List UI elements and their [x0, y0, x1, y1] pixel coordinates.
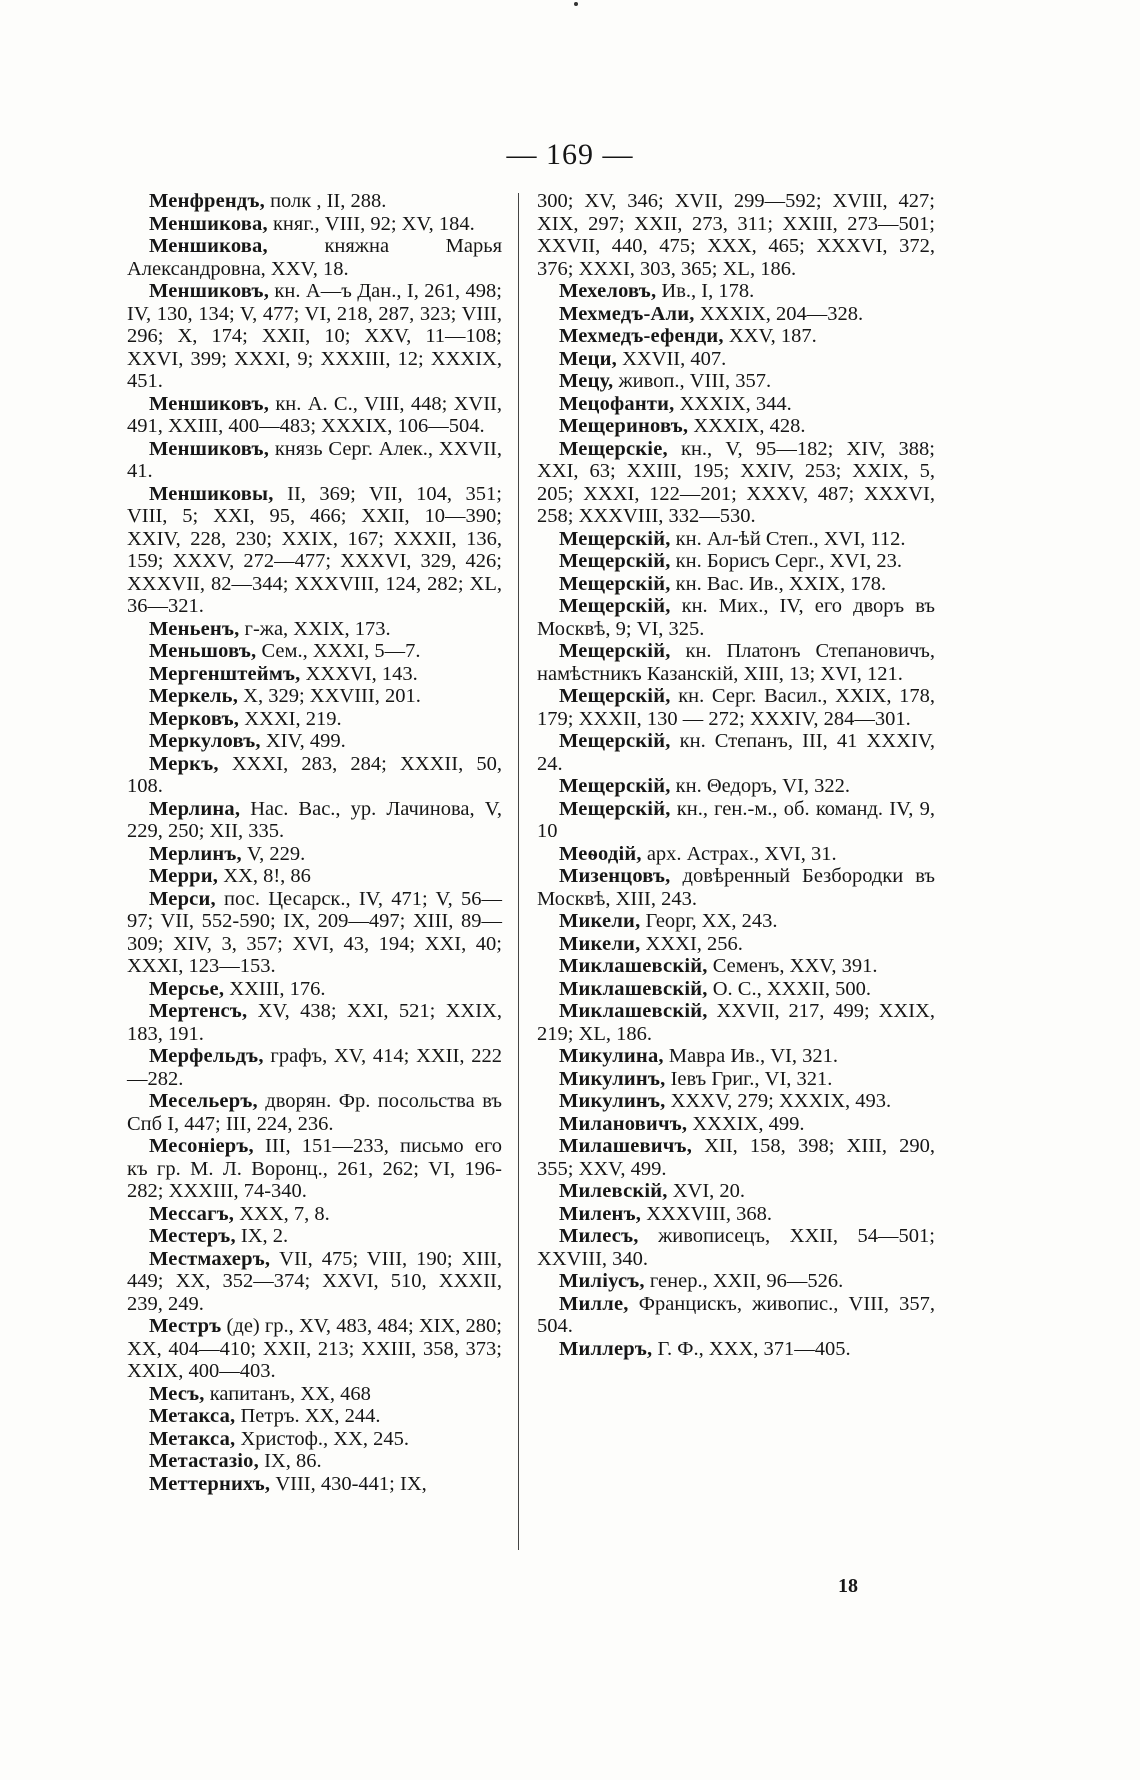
entry-references: XX, 8!, 86 — [218, 865, 311, 887]
entry-references: арх. Астрах., XVI, 31. — [641, 842, 837, 865]
entry-references: кн. Серг. Васил., XXIX, 178, 179; XXXII, 130 — 272; XXXIV, 284—301. — [537, 685, 935, 730]
entry-references: Іевъ Григ., VI, 321. — [665, 1067, 833, 1090]
index-entry — [127, 640, 502, 663]
entry-headword: Мецу, — [559, 370, 614, 392]
entry-references: кн., V, 95—182; XIV, 388; XXI, 63; XXIII, 195; XXIV, 253; XXIX, 5, 205; XXXI, 122—201; XXXV, 487; XXXVI, 258; XXXVIII, 332—530. — [537, 437, 935, 527]
entry-references: Петръ. XX, 244. — [235, 1405, 381, 1427]
entry-headword: Меѳодій, — [559, 842, 642, 865]
index-entry — [537, 303, 935, 326]
entry-references: кн. Вас. Ив., XXIX, 178. — [670, 572, 887, 595]
index-entry — [537, 573, 935, 596]
index-entry — [127, 798, 502, 843]
entry-headword: Мерси, — [149, 887, 216, 910]
index-entry — [537, 280, 935, 303]
index-entry — [537, 1225, 935, 1270]
entry-references: Ив., I, 178. — [656, 280, 755, 302]
index-entry — [127, 235, 502, 280]
entry-references: V, 229. — [241, 842, 306, 865]
column-divider — [518, 193, 519, 1550]
entry-headword: Месельеръ, — [149, 1090, 258, 1112]
entry-references: кн. А. С., VIII, 448; XVII, 491, XXIII, 400—483; XXXIX, 106—504. — [127, 392, 502, 437]
entry-headword: Мертенсъ, — [149, 1000, 248, 1022]
entry-references: довѣренный Безбородки въ Москвѣ, XIII, 243. — [537, 865, 935, 910]
entry-headword: Местръ — [149, 1315, 222, 1337]
entry-references: XXXIX, 499. — [687, 1112, 805, 1135]
entry-headword: Мещерскій, — [559, 640, 671, 662]
entry-references: XVI, 20. — [667, 1180, 746, 1202]
entry-headword: Меци, — [559, 347, 617, 370]
entry-headword: Милевскій, — [559, 1180, 668, 1202]
entry-references: кн. Θедоръ, VI, 322. — [670, 775, 851, 797]
entry-headword: Мерсье, — [149, 977, 225, 1000]
entry-references: О. С., XXXII, 500. — [707, 977, 872, 1000]
index-entry — [127, 663, 502, 686]
index-entry — [127, 843, 502, 866]
index-entry — [127, 1225, 502, 1248]
entry-references: капитанъ, XX, 468 — [204, 1382, 371, 1405]
entry-headword: Меньенъ, — [149, 617, 240, 640]
entry-references: XXXI, 219. — [239, 707, 342, 730]
entry-headword: Меншикова, — [149, 235, 268, 257]
index-entry — [537, 1113, 935, 1136]
entry-references: XXXI, 283, 284; XXXII, 50, 108. — [127, 752, 502, 797]
entry-headword: Метастазіо, — [149, 1450, 259, 1472]
entry-headword: Метакса, — [149, 1405, 236, 1427]
index-entry — [127, 708, 502, 731]
entry-references: XXXIX, 428. — [688, 415, 806, 437]
entry-references: XIV, 499. — [260, 730, 346, 752]
entry-references: (де) гр., XV, 483, 484; XIX, 280; XX, 404—410; XXII, 213; XXIII, 358, 373; XXIX, 400—403. — [127, 1315, 502, 1382]
index-entry — [127, 1450, 502, 1473]
entry-references: XXXV, 279; XXXIX, 493. — [665, 1090, 892, 1112]
entry-references: XXXIX, 344. — [674, 392, 792, 415]
entry-references: Христоф., XX, 245. — [235, 1427, 409, 1450]
entry-headword: Меншиковы, — [149, 482, 274, 505]
entry-headword: Мещерскій, — [559, 550, 671, 572]
index-entry — [537, 775, 935, 798]
entry-headword: Миліусъ, — [559, 1270, 645, 1292]
entry-references: XXIII, 176. — [224, 977, 326, 1000]
index-entry — [127, 1315, 502, 1383]
entry-headword: Мерлина, — [149, 797, 241, 820]
entry-references: XXVII, 217, 499; XXIX, 219; XL, 186. — [537, 1000, 935, 1045]
entry-headword: Мещерскій, — [559, 595, 671, 617]
entry-references: IX, 86. — [258, 1450, 322, 1472]
entry-references: живописецъ, XXII, 54—501; XXVIII, 340. — [537, 1225, 935, 1270]
signature-mark: 18 — [838, 1575, 858, 1597]
index-entry — [537, 1180, 935, 1203]
index-entry — [537, 370, 935, 393]
entry-headword: Меркуловъ, — [149, 730, 261, 752]
index-entry — [127, 685, 502, 708]
entry-references: III, 151—233, письмо его къ гр. М. Л. Воронц., 261, 262; VI, 196-282; XXXIII, 74-340. — [127, 1135, 502, 1202]
entry-references: кн. А—ъ Дан., I, 261, 498; IV, 130, 134; V, 477; VI, 218, 287, 323; VIII, 296; X, 174; XXII, 10; XXV, 11—108; XXVI, 399; XXXI, 9; XXXIII, 12; XXXIX, 451. — [127, 280, 502, 392]
entry-references: кн. Ал-ѣй Степ., XVI, 112. — [670, 527, 906, 550]
index-entry — [537, 550, 935, 573]
entry-references: графъ, XV, 414; XXII, 222—282. — [127, 1045, 502, 1090]
entry-references: полк , II, 288. — [264, 190, 387, 212]
index-entry — [537, 595, 935, 640]
index-entry — [127, 865, 502, 888]
entry-headword: Миклашевскій, — [559, 977, 708, 1000]
entry-headword: Меркель, — [149, 685, 239, 707]
entry-headword: Меншикова, — [149, 212, 268, 235]
entry-references: X, 329; XXVIII, 201. — [238, 685, 421, 707]
index-entry — [127, 618, 502, 641]
entry-references: Сем., XXXI, 5—7. — [256, 640, 421, 662]
entry-headword: Мещерскій, — [559, 797, 671, 820]
entry-headword: Микулинъ, — [559, 1067, 666, 1090]
entry-references: княжна Марья Александровна, XXV, 18. — [127, 235, 502, 280]
entry-references: князь Серг. Алек., XXVII, 41. — [127, 437, 502, 482]
page-number: — 169 — — [506, 138, 634, 171]
entry-headword: Мерлинъ, — [149, 842, 242, 865]
entry-headword: Мещерскій, — [559, 730, 671, 752]
ink-speck — [574, 2, 578, 6]
entry-headword: Миллеръ, — [559, 1337, 653, 1360]
entry-references: Семенъ, XXV, 391. — [707, 955, 878, 977]
entry-headword: Мещериновъ, — [559, 415, 689, 437]
entry-headword: Милановичъ, — [559, 1112, 688, 1135]
entry-headword: Мессагъ, — [149, 1202, 235, 1225]
entry-headword: Миленъ, — [559, 1202, 642, 1225]
entry-references: XXXVI, 143. — [300, 662, 418, 685]
index-entry — [127, 978, 502, 1001]
index-entry — [537, 730, 935, 775]
index-entry — [127, 1000, 502, 1045]
entry-headword: Мехмедъ-ефенди, — [559, 325, 724, 347]
entry-references: живоп., VIII, 357. — [613, 370, 772, 392]
index-entry — [537, 1203, 935, 1226]
entry-headword: Меркъ, — [149, 752, 219, 775]
entry-references: II, 369; VII, 104, 351; VIII, 5; XXI, 95, 466; XXII, 10—390; XXIV, 228, 230; XXIX, 167; XXXII, 136, 159; XXXV, 272—477; XXXVI, 329, 426; XXXVII, 82—344; XXXVIII, 124, 282; XL, 36—321. — [127, 482, 502, 617]
index-entry — [127, 1248, 502, 1316]
index-entry — [537, 1000, 935, 1045]
index-entry — [127, 1428, 502, 1451]
entry-headword: Мещерскій, — [559, 527, 671, 550]
entry-references: кн. Борисъ Серг., XVI, 23. — [670, 550, 902, 572]
index-entry — [127, 438, 502, 483]
entry-references: Георг, XX, 243. — [640, 910, 778, 932]
entry-references: IX, 2. — [235, 1225, 289, 1247]
entry-headword: Местмахеръ, — [149, 1247, 271, 1270]
index-entry — [537, 978, 935, 1001]
entry-headword: Меншиковъ, — [149, 392, 270, 415]
index-entry — [537, 640, 935, 685]
index-entry — [537, 865, 935, 910]
entry-headword: Миклашевскій, — [559, 955, 708, 977]
entry-headword: Местеръ, — [149, 1225, 236, 1247]
entry-references: XXXIX, 204—328. — [694, 302, 864, 325]
entry-references: дворян. Фр. посольства въ Спб I, 447; III, 224, 236. — [127, 1090, 502, 1135]
entry-references: Мавра Ив., VI, 321. — [663, 1045, 838, 1067]
entry-headword: Месоніеръ, — [149, 1135, 254, 1157]
index-entry — [127, 1405, 502, 1428]
index-entry — [537, 1293, 935, 1338]
entry-references: кн. Мих., IV, его дворъ въ Москвѣ, 9; VI, 325. — [537, 595, 935, 640]
index-entry — [537, 955, 935, 978]
entry-references: генер., XXII, 96—526. — [644, 1270, 844, 1292]
index-entry — [537, 393, 935, 416]
entry-references: кн. Степанъ, III, 41 XXXIV, 24. — [537, 730, 935, 775]
right-column — [537, 190, 935, 1360]
index-entry — [537, 933, 935, 956]
entry-headword: Мещерскіе, — [559, 437, 668, 460]
entry-headword: Микулина, — [559, 1045, 664, 1067]
index-entry — [127, 1383, 502, 1406]
entry-headword: Мергенштеймъ, — [149, 662, 301, 685]
entry-headword: Метакса, — [149, 1427, 236, 1450]
entry-references: г-жа, XXIX, 173. — [239, 617, 391, 640]
index-entry — [127, 1090, 502, 1135]
entry-headword: Мехеловъ, — [559, 280, 657, 302]
entry-headword: Мещерскій, — [559, 775, 671, 797]
index-entry — [537, 528, 935, 551]
entry-headword: Менфрендъ, — [149, 190, 265, 212]
entry-headword: Милашевичъ, — [559, 1135, 693, 1157]
index-entry — [537, 685, 935, 730]
entry-headword: Мизенцовъ, — [559, 865, 671, 887]
index-entry — [127, 393, 502, 438]
index-entry — [127, 483, 502, 618]
entry-headword: Месъ, — [149, 1382, 205, 1405]
entry-references: княг., VIII, 92; XV, 184. — [267, 212, 475, 235]
entry-headword: Мерковъ, — [149, 707, 240, 730]
index-entry — [127, 213, 502, 236]
index-entry — [537, 438, 935, 528]
index-entry — [127, 190, 502, 213]
entry-headword: Меншиковъ, — [149, 437, 270, 460]
entry-headword: Милесъ, — [559, 1225, 639, 1247]
entry-references: Францискъ, живопис., VIII, 357, 504. — [537, 1292, 935, 1337]
entry-references: кн., ген.-м., об. команд. IV, 9, 10 — [537, 797, 935, 842]
index-entry — [127, 1473, 502, 1496]
index-entry — [537, 1090, 935, 1113]
entry-headword: Мерфельдъ, — [149, 1045, 264, 1067]
index-entry — [537, 1045, 935, 1068]
entry-headword: Мецофанти, — [559, 392, 675, 415]
index-entry — [537, 1068, 935, 1091]
entry-references: XXVII, 407. — [616, 347, 727, 370]
index-entry — [127, 1135, 502, 1203]
entry-headword: Миклашевскій, — [559, 1000, 708, 1022]
entry-headword: Микулинъ, — [559, 1090, 666, 1112]
entry-references: XXX, 7, 8. — [234, 1202, 330, 1225]
entry-headword: Мерри, — [149, 865, 219, 887]
entry-references: XII, 158, 398; XIII, 290, 355; XXV, 499. — [537, 1135, 935, 1180]
entry-headword: Меттернихъ, — [149, 1472, 271, 1495]
index-entry — [537, 910, 935, 933]
index-entry — [537, 798, 935, 843]
entry-references: пос. Цесарск., IV, 471; V, 56—97; VII, 552-590; IX, 209—497; XIII, 89—309; XIV, 3, 357; XVI, 43, 194; XXI, 40; XXXI, 123—153. — [127, 887, 502, 977]
entry-references: VII, 475; VIII, 190; XIII, 449; XX, 352—374; XXVI, 510, XXXII, 239, 249. — [127, 1247, 502, 1315]
entry-headword: Меншиковъ, — [149, 280, 270, 302]
entry-references: XV, 438; XXI, 521; XXIX, 183, 191. — [127, 1000, 502, 1045]
index-entry — [127, 753, 502, 798]
entry-headword: Милле, — [559, 1292, 629, 1315]
index-entry — [537, 843, 935, 866]
entry-headword: Мещерскій, — [559, 572, 671, 595]
left-column — [127, 190, 502, 1495]
entry-references: кн. Платонъ Степановичъ, намѣстникъ Казанскій, XIII, 13; XVI, 121. — [537, 640, 935, 685]
entry-headword: Меньшовъ, — [149, 640, 257, 662]
index-entry — [537, 1270, 935, 1293]
entry-headword: Микели, — [559, 932, 641, 955]
entry-headword: Мещерскій, — [559, 685, 671, 707]
entry-references: Нас. Вас., ур. Лачинова, V, 229, 250; XII, 335. — [127, 797, 502, 842]
index-entry — [537, 348, 935, 371]
index-entry — [127, 1045, 502, 1090]
entry-headword: Мехмедъ-Али, — [559, 302, 695, 325]
index-entry — [537, 1338, 935, 1361]
index-entry — [127, 730, 502, 753]
index-entry — [127, 888, 502, 978]
entry-references: VIII, 430-441; IX, — [270, 1472, 427, 1495]
index-entry — [537, 415, 935, 438]
index-entry — [537, 1135, 935, 1180]
entry-references: XXXI, 256. — [640, 932, 743, 955]
index-entry — [127, 1203, 502, 1226]
entry-references: Г. Ф., XXX, 371—405. — [652, 1337, 851, 1360]
entry-references: XXV, 187. — [723, 325, 817, 347]
entry-headword: Микели, — [559, 910, 641, 932]
continued-entry: 300; XV, 346; XVII, 299—592; XVIII, 427; XIX, 297; XXII, 273, 311; XXIII, 273—501; XXVII, 440, 475; XXX, 465; XXXVI, 372, 376; XXXI, 303, 365; XL, 186. — [537, 190, 935, 280]
index-entry — [127, 280, 502, 393]
index-entry — [537, 325, 935, 348]
entry-references: XXXVIII, 368. — [641, 1202, 773, 1225]
